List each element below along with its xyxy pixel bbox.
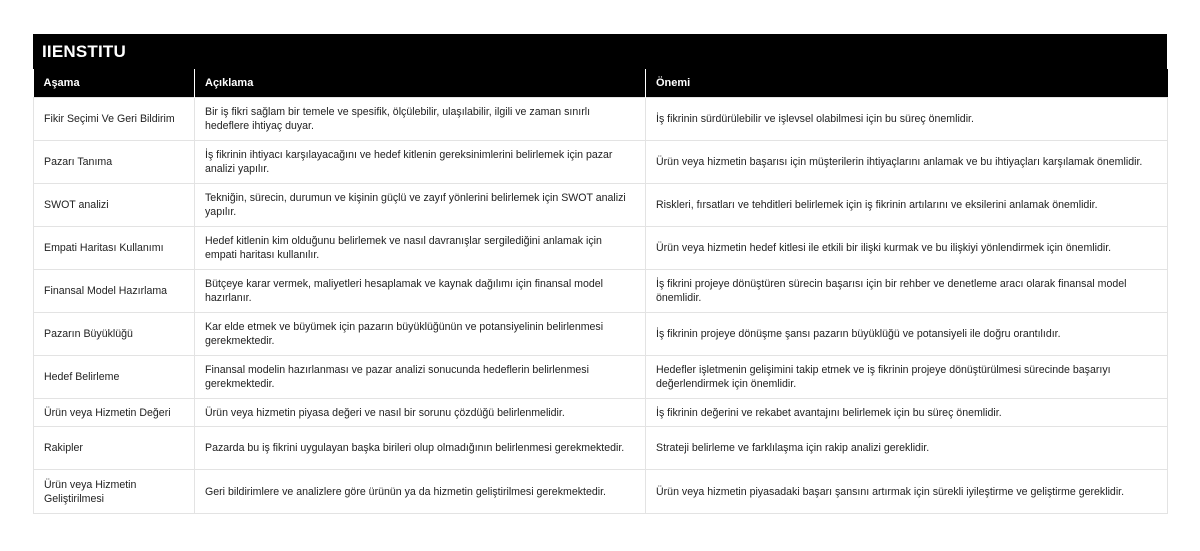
table-row (34, 356, 1168, 399)
cell-description: Geri bildirimlere ve analizlere göre ürünün ya da hizmetin geliştirilmesi gerekmektedir. (195, 470, 646, 514)
cell-description: Kar elde etmek ve büyümek için pazarın büyüklüğünün ve potansiyelinin belirlenmesi gerekmektedir. (195, 313, 646, 356)
header-description: Açıklama (195, 69, 646, 98)
table-container (33, 34, 1167, 514)
header-stage: Aşama (34, 69, 195, 98)
cell-stage: Finansal Model Hazırlama (34, 270, 195, 313)
table-row (34, 427, 1168, 470)
cell-stage: Fikir Seçimi Ve Geri Bildirim (34, 98, 195, 141)
cell-description: Hedef kitlenin kim olduğunu belirlemek ve nasıl davranışlar sergilediğini anlamak için empati haritası kullanılır. (195, 227, 646, 270)
brand-title: IIENSTITU (42, 41, 126, 61)
cell-stage: Ürün veya Hizmetin Geliştirilmesi (34, 470, 195, 514)
stages-table (33, 69, 1168, 514)
cell-description: Bütçeye karar vermek, maliyetleri hesaplamak ve kaynak dağılımı için finansal model hazırlanır. (195, 270, 646, 313)
cell-importance: İş fikrinin değerini ve rekabet avantajını belirlemek için bu süreç önemlidir. (646, 399, 1168, 427)
table-row (34, 141, 1168, 184)
cell-description: İş fikrinin ihtiyacı karşılayacağını ve hedef kitlenin gereksinimlerini belirlemek için pazar analizi yapılır. (195, 141, 646, 184)
table-row (34, 227, 1168, 270)
cell-importance: Ürün veya hizmetin hedef kitlesi ile etkili bir ilişki kurmak ve bu ilişkiyi yönlendirmek için önemlidir. (646, 227, 1168, 270)
table-row (34, 270, 1168, 313)
cell-description: Ürün veya hizmetin piyasa değeri ve nasıl bir sorunu çözdüğü belirlenmelidir. (195, 399, 646, 427)
cell-importance: Ürün veya hizmetin piyasadaki başarı şansını artırmak için sürekli iyileştirme ve geliştirme gereklidir. (646, 470, 1168, 514)
cell-stage: Pazarı Tanıma (34, 141, 195, 184)
cell-description: Pazarda bu iş fikrini uygulayan başka birileri olup olmadığının belirlenmesi gerekmektedir. (195, 427, 646, 470)
cell-description: Tekniğin, sürecin, durumun ve kişinin güçlü ve zayıf yönlerini belirlemek için SWOT analizi yapılır. (195, 184, 646, 227)
cell-stage: Pazarın Büyüklüğü (34, 313, 195, 356)
brand-header (33, 34, 1167, 69)
table-row (34, 399, 1168, 427)
cell-stage: Ürün veya Hizmetin Değeri (34, 399, 195, 427)
table-header-row (34, 69, 1168, 98)
cell-importance: Riskleri, fırsatları ve tehditleri belirlemek için iş fikrinin artılarını ve eksilerini anlamak önemlidir. (646, 184, 1168, 227)
cell-importance: Strateji belirleme ve farklılaşma için rakip analizi gereklidir. (646, 427, 1168, 470)
table-row (34, 470, 1168, 514)
cell-stage: Empati Haritası Kullanımı (34, 227, 195, 270)
cell-description: Finansal modelin hazırlanması ve pazar analizi sonucunda hedeflerin belirlenmesi gerekmektedir. (195, 356, 646, 399)
cell-description: Bir iş fikri sağlam bir temele ve spesifik, ölçülebilir, ulaşılabilir, ilgili ve zaman sınırlı hedeflere ihtiyaç duyar. (195, 98, 646, 141)
cell-importance: İş fikrinin sürdürülebilir ve işlevsel olabilmesi için bu süreç önemlidir. (646, 98, 1168, 141)
cell-stage: Rakipler (34, 427, 195, 470)
table-row (34, 184, 1168, 227)
cell-stage: SWOT analizi (34, 184, 195, 227)
cell-importance: İş fikrini projeye dönüştüren sürecin başarısı için bir rehber ve denetleme aracı olarak finansal model önemlidir. (646, 270, 1168, 313)
cell-importance: Ürün veya hizmetin başarısı için müşterilerin ihtiyaçlarını anlamak ve bu ihtiyaçları karşılamak önemlidir. (646, 141, 1168, 184)
table-row (34, 98, 1168, 141)
cell-importance: Hedefler işletmenin gelişimini takip etmek ve iş fikrinin projeye dönüştürülmesi sürecinde başarıyı değerlendirmek için önemlidir. (646, 356, 1168, 399)
cell-stage: Hedef Belirleme (34, 356, 195, 399)
header-importance: Önemi (646, 69, 1168, 98)
table-row (34, 313, 1168, 356)
cell-importance: İş fikrinin projeye dönüşme şansı pazarın büyüklüğü ve potansiyeli ile doğru orantılıdır. (646, 313, 1168, 356)
